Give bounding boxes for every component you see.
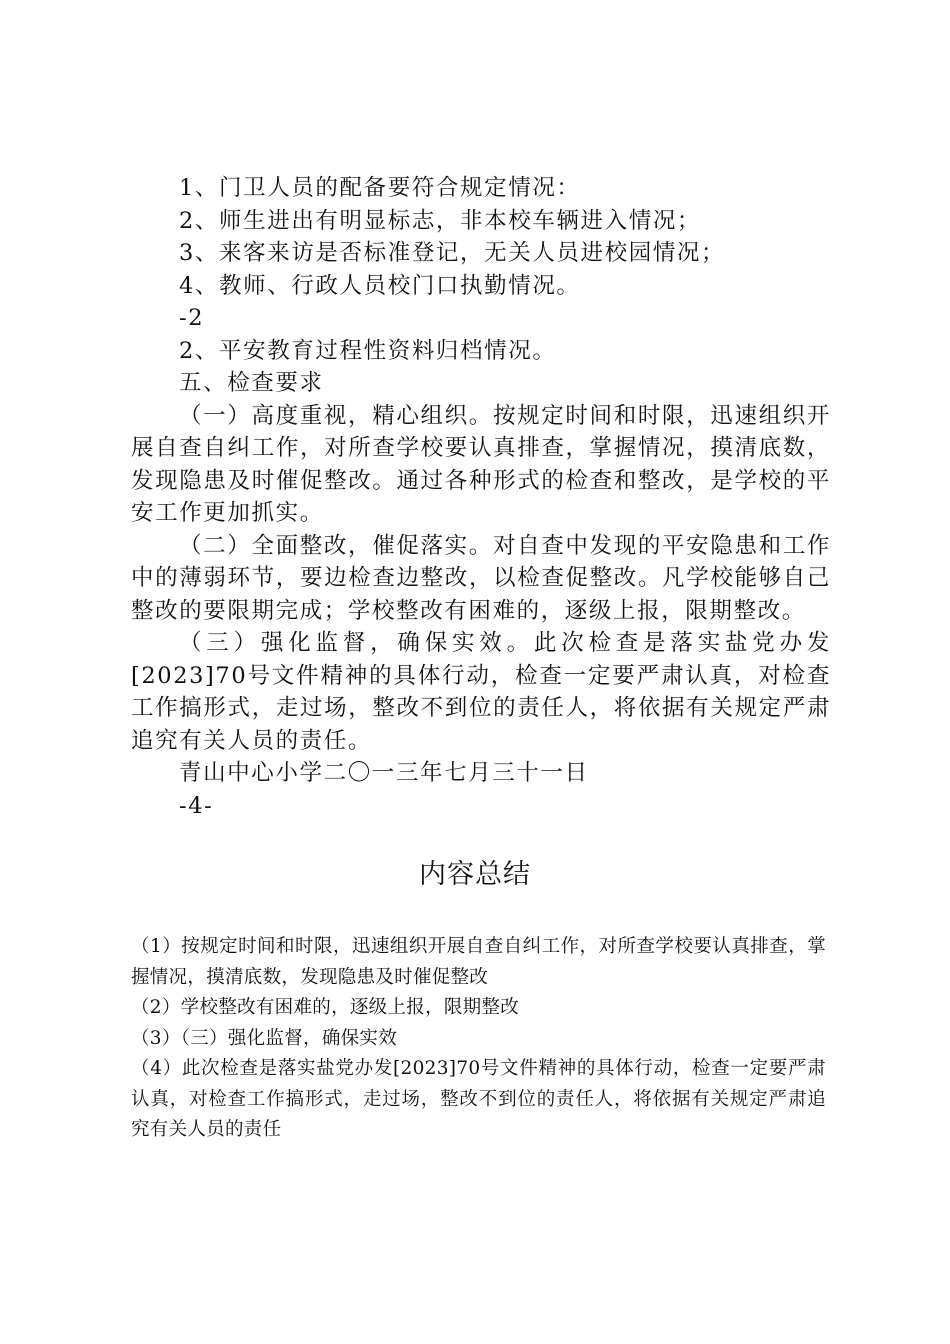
summary-list	[131, 932, 826, 1146]
page-number: -4-	[179, 792, 214, 819]
requirement-line-2: 2、师生进出有明显标志，非本校车辆进入情况；	[179, 207, 702, 234]
summary-item-2: （2）学校整改有困难的，逐级上报，限期整改	[131, 997, 520, 1018]
requirement-line-archive: 2、平安教育过程性资料归档情况。	[179, 337, 557, 364]
document-body	[131, 172, 831, 822]
summary-item-3: （3）（三）强化监督，确保实效	[131, 1027, 398, 1049]
page-marker: -2	[179, 305, 205, 331]
section-heading: 五、检查要求	[179, 370, 324, 396]
paragraph-1: （一）高度重视，精心组织。按规定时间和时限，迅速组织开展自查自纠工作，对所查学校要认真排查，掌握情况，摸清底数，发现隐患及时催促整改。通过各种形式的检查和整改，是学校的平安工作更加抓实。	[131, 402, 831, 526]
paragraph-2: （二）全面整改，催促落实。对自查中发现的平安隐患和工作中的薄弱环节，要边检查边整改，以检查促整改。凡学校能够自己整改的要限期完成；学校整改有困难的，逐级上报，限期整改。	[131, 532, 831, 624]
summary-item-1: （1）按规定时间和时限，迅速组织开展自查自纠工作，对所查学校要认真排查，掌握情况，摸清底数，发现隐患及时催促整改	[131, 936, 826, 988]
requirement-line-1: 1、门卫人员的配备要符合规定情况：	[179, 175, 581, 201]
paragraph-3: （三）强化监督，确保实效。此次检查是落实盐党办发[2023]70号文件精神的具体行动，检查一定要严肃认真，对检查工作搞形式，走过场，整改不到位的责任人，将依据有关规定严肃追究有关人员的责任。	[131, 630, 831, 754]
requirement-line-4: 4、教师、行政人员校门口执勤情况。	[179, 272, 581, 299]
summary-title: 内容总结	[419, 859, 531, 890]
summary-item-4: （4）此次检查是落实盐党办发[2023]70号文件精神的具体行动，检查一定要严肃认真，对检查工作搞形式，走过场，整改不到位的责任人，将依据有关规定严肃追究有关人员的责任	[131, 1058, 826, 1140]
signature-line: 青山中心小学二〇一三年七月三十一日	[179, 760, 589, 786]
requirement-line-3: 3、来客来访是否标准登记，无关人员进校园情况；	[179, 240, 726, 266]
